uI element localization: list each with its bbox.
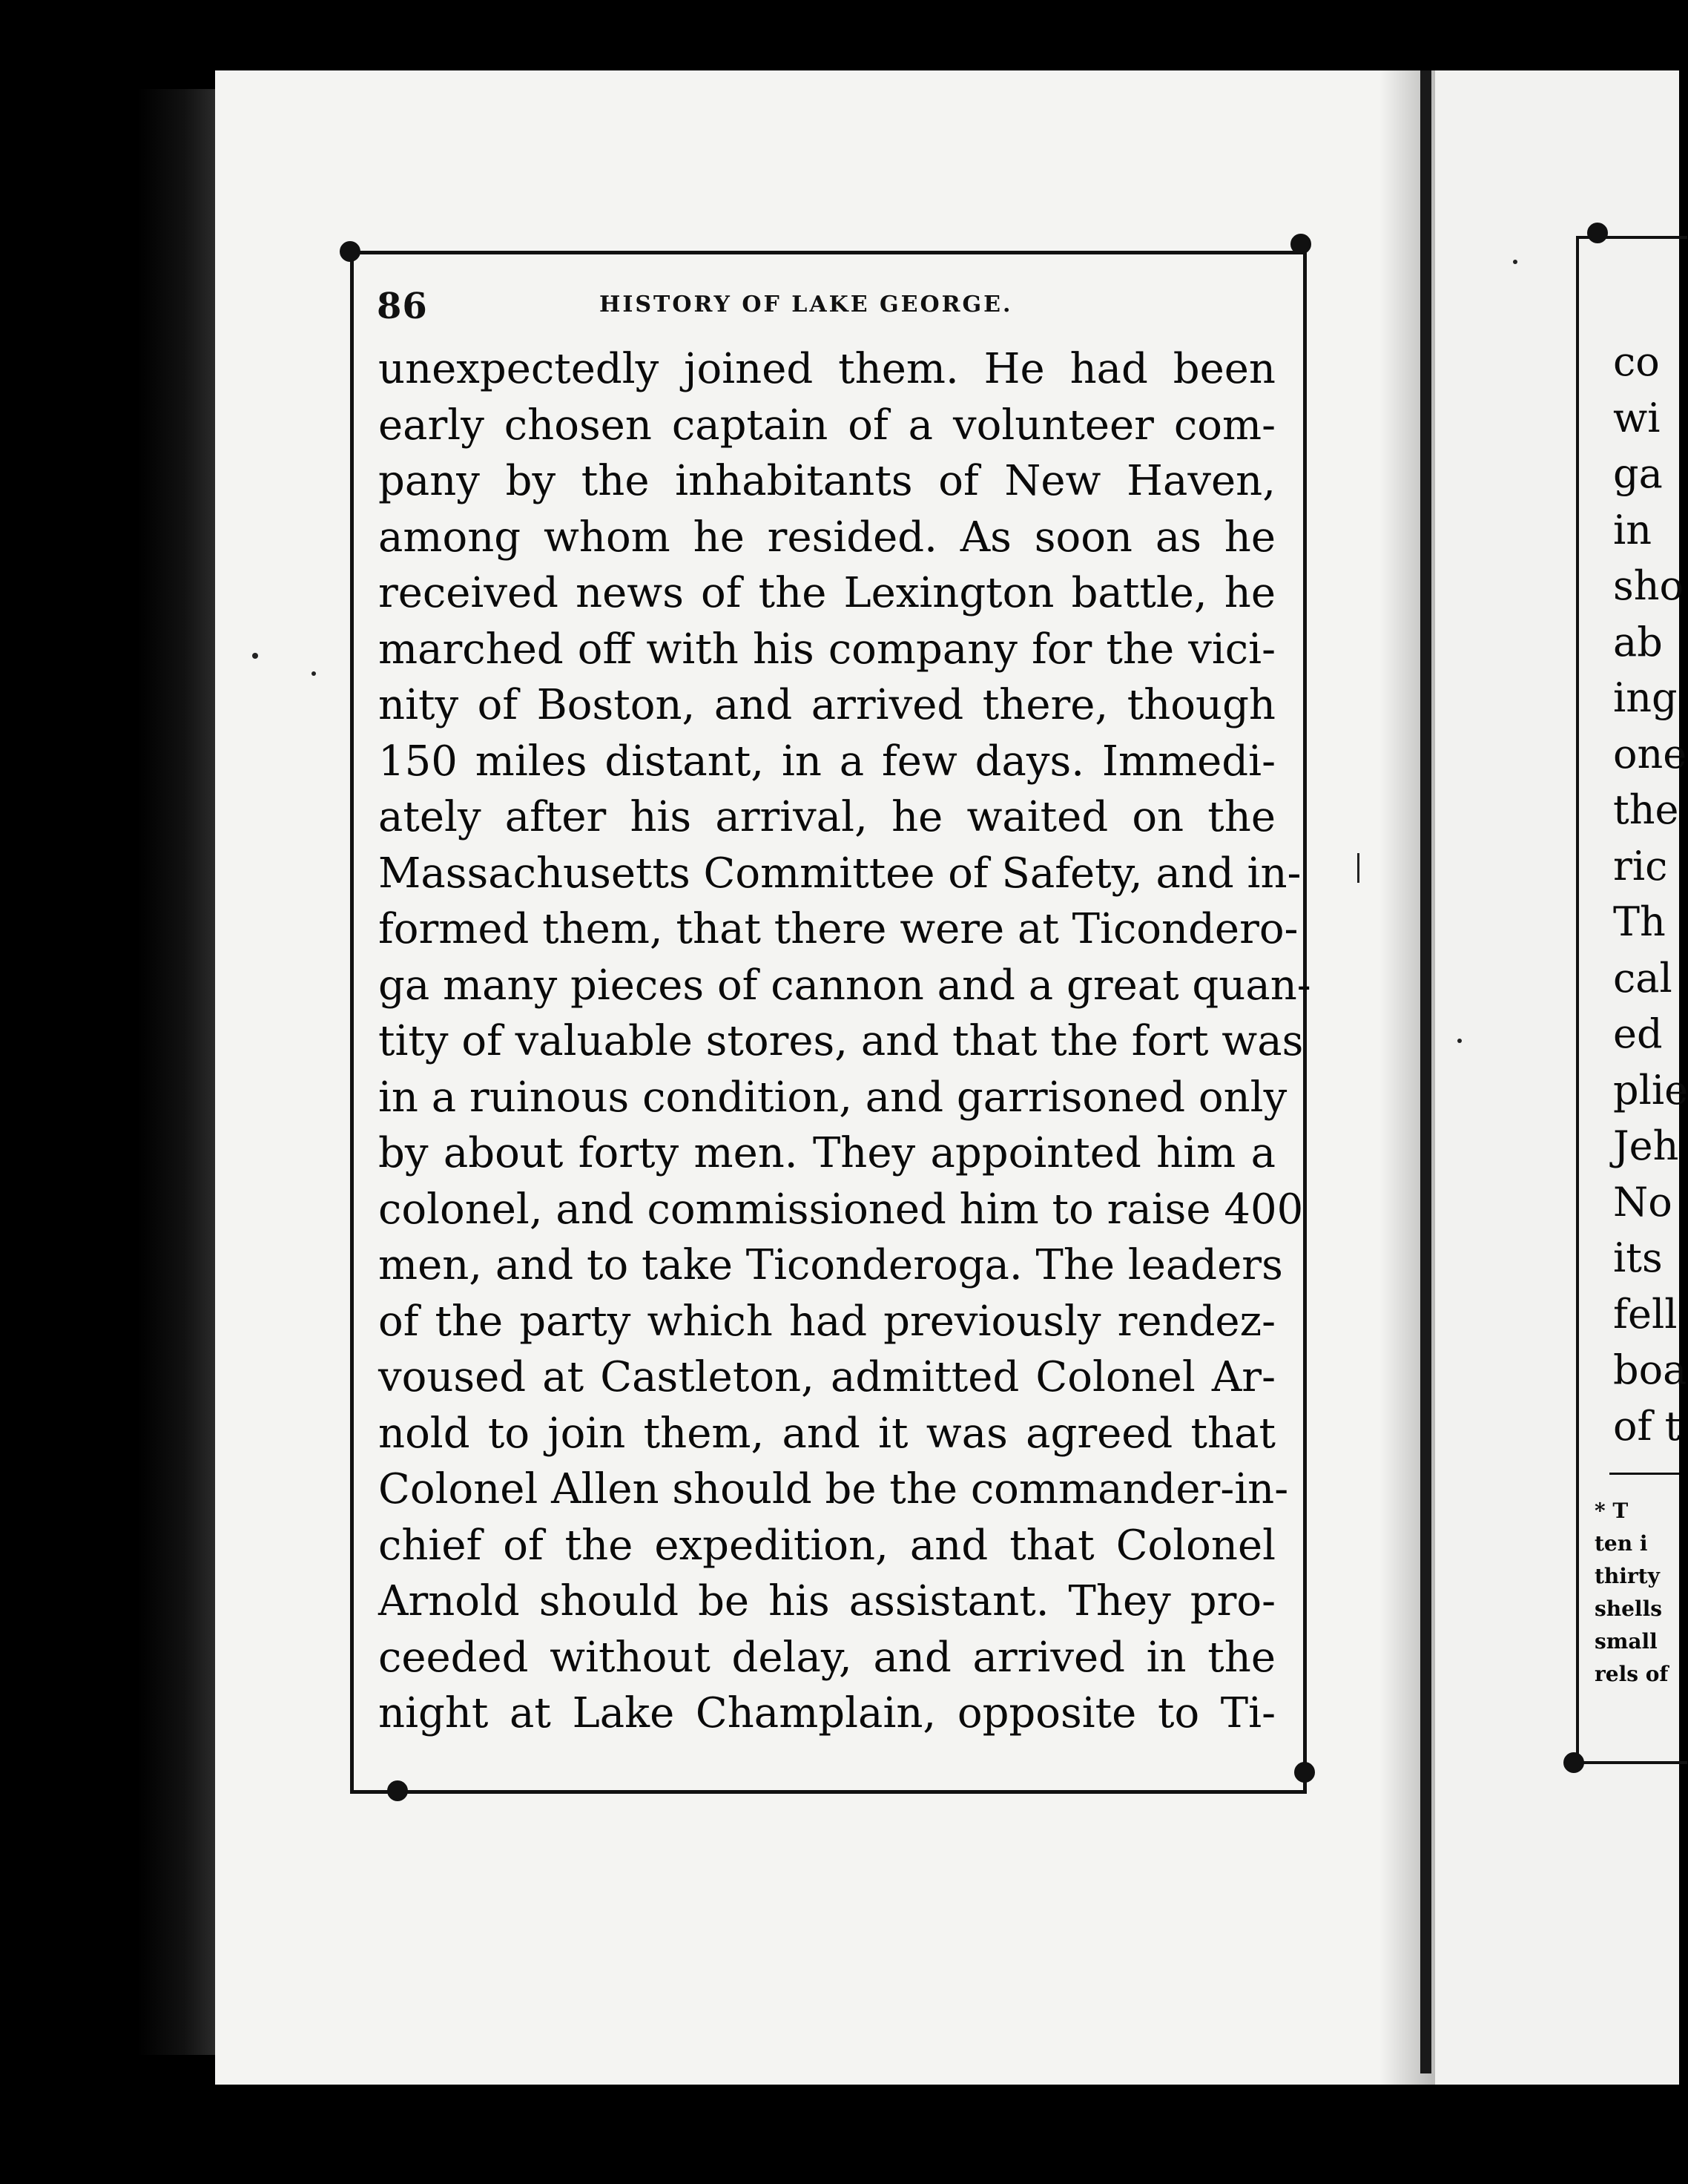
text-fragment: cal: [1613, 954, 1672, 1001]
text-fragment: in: [1613, 506, 1652, 553]
frame-corner-ornament: [1294, 1762, 1315, 1783]
footnote-fragment: shells: [1595, 1596, 1662, 1621]
text-line: ga many pieces of cannon and a great quan-: [378, 961, 1311, 1010]
scan-speck: [1513, 260, 1517, 264]
text-fragment: co: [1613, 338, 1660, 385]
text-fragment: of t: [1613, 1402, 1681, 1450]
footnote-fragment: thirty: [1595, 1564, 1660, 1588]
text-fragment: boa: [1613, 1346, 1687, 1393]
footnote-fragment: rels of: [1595, 1662, 1669, 1686]
text-line: pany by the inhabitants of New Haven,: [378, 457, 1276, 505]
text-line: nity of Boston, and arrived there, though: [378, 681, 1276, 729]
frame-corner-ornament: [1290, 234, 1311, 254]
text-fragment: ing: [1613, 674, 1678, 721]
page-header: [377, 286, 1252, 330]
text-fragment: one: [1613, 730, 1687, 777]
text-line: ately after his arrival, he waited on the: [378, 793, 1276, 841]
text-line: Massachusetts Committee of Safety, and in-: [378, 849, 1302, 898]
text-fragment: Th: [1613, 898, 1666, 945]
frame-corner-ornament: [1563, 1752, 1584, 1773]
text-line: early chosen captain of a volunteer com-: [378, 401, 1276, 450]
text-line: received news of the Lexington battle, he: [378, 569, 1276, 617]
text-fragment: ed: [1613, 1010, 1663, 1057]
text-line: unexpectedly joined them. He had been: [378, 345, 1276, 393]
text-line: of the party which had previously rendez-: [378, 1297, 1276, 1346]
footnote-fragment: ten i: [1595, 1531, 1648, 1556]
footnote-fragment: small: [1595, 1629, 1658, 1654]
scan-speck: [1357, 853, 1359, 883]
text-line: formed them, that there were at Ticondero-: [378, 905, 1299, 953]
footnote-fragment: * T: [1595, 1499, 1629, 1523]
text-line: nold to join them, and it was agreed that: [378, 1409, 1276, 1458]
text-fragment: No: [1613, 1178, 1672, 1226]
right-page-text-fragments: [1613, 334, 1688, 1454]
text-fragment: fell: [1613, 1290, 1678, 1338]
text-line: colonel, and commissioned him to raise 400: [378, 1185, 1304, 1234]
text-fragment: ric: [1613, 842, 1668, 889]
text-fragment: Jeh: [1613, 1122, 1679, 1169]
scan-speck: [252, 653, 258, 659]
scan-speck: [311, 671, 316, 676]
text-line: tity of valuable stores, and that the fort was: [378, 1017, 1304, 1065]
text-line: marched off with his company for the vici-: [378, 625, 1276, 674]
text-line: by about forty men. They appointed him a: [378, 1129, 1276, 1177]
text-line: Colonel Allen should be the commander-in-: [378, 1465, 1289, 1513]
page-number: 86: [377, 286, 428, 327]
text-fragment: ab: [1613, 618, 1663, 665]
text-line: 150 miles distant, in a few days. Immedi-: [378, 737, 1276, 786]
text-fragment: sho: [1613, 562, 1684, 609]
book-left-edge: [137, 89, 215, 2055]
text-fragment: its: [1613, 1234, 1663, 1281]
book-spine: [1420, 70, 1431, 2073]
text-fragment: the: [1613, 786, 1679, 833]
text-line: Arnold should be his assistant. They pro-: [378, 1577, 1276, 1625]
frame-corner-ornament: [387, 1780, 408, 1801]
frame-corner-ornament: [1587, 223, 1608, 243]
running-head: HISTORY OF LAKE GEORGE.: [599, 292, 1013, 318]
text-line: ceeded without delay, and arrived in the: [378, 1633, 1276, 1682]
text-line: night at Lake Champlain, opposite to Ti-: [378, 1689, 1276, 1737]
body-text: [378, 341, 1311, 1742]
text-line: voused at Castleton, admitted Colonel Ar-: [378, 1353, 1276, 1401]
text-line: men, and to take Ticonderoga. The leaders: [378, 1241, 1283, 1289]
text-line: among whom he resided. As soon as he: [378, 513, 1276, 562]
text-fragment: ga: [1613, 450, 1663, 497]
right-page-footnote-fragments: [1595, 1495, 1679, 1691]
frame-corner-ornament: [340, 241, 360, 262]
text-fragment: wi: [1613, 394, 1661, 441]
text-fragment: plie: [1613, 1066, 1688, 1114]
text-line: in a ruinous condition, and garrisoned only: [378, 1073, 1288, 1122]
footnote-rule: [1609, 1473, 1679, 1475]
scan-speck: [1457, 1039, 1462, 1043]
text-line: chief of the expedition, and that Colonel: [378, 1521, 1276, 1570]
